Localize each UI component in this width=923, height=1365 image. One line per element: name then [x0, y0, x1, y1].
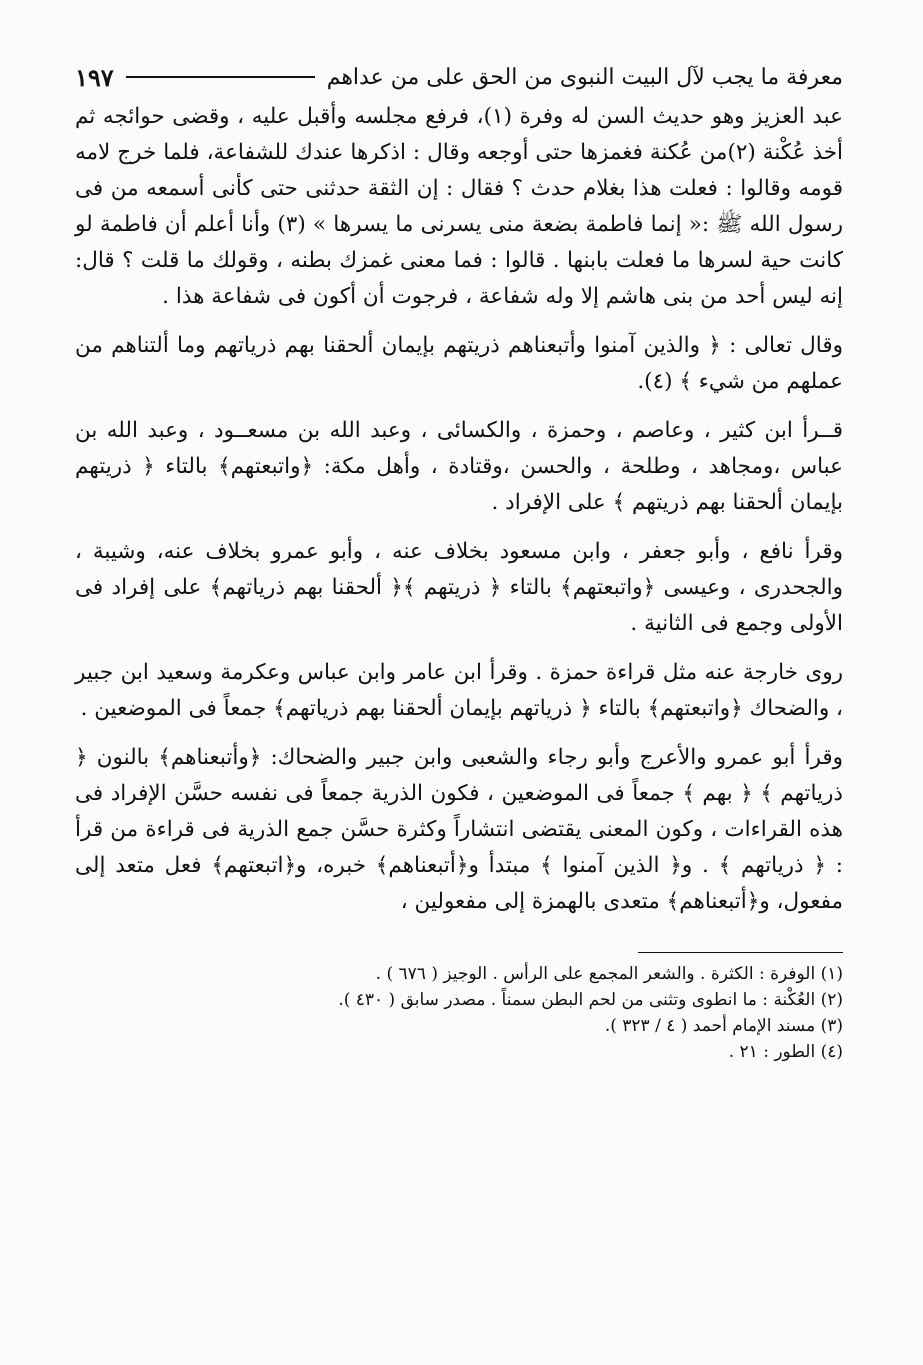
footnote: (٤) الطور : ٢١ . — [728, 1042, 843, 1062]
paragraph: قــرأ ابن كثير ، وعاصم ، وحمزة ، والكسائى ، وعبد الله بن مسعــود ، وعبد الله بن عباس ،ومجاهد ، وطلحة ، والحسن ،وقتادة ، وأهل مكة: ﴿واتبعتهم﴾ بالتاء ﴿ ذريتهم بإيمان ألحقنا بهم ذريتهم ﴾ على الإفراد . — [75, 418, 843, 515]
running-title: معرفة ما يجب لآل البيت النبوى من الحق على من عداهم — [326, 64, 843, 90]
footnote-rule — [638, 952, 843, 953]
footnote: (٢) العُكْنة : ما انطوى وتثنى من لحم البطن سمناً . مصدر سابق ( ٤٣٠ ). — [338, 990, 843, 1010]
paragraph: وقرأ نافع ، وأبو جعفر ، وابن مسعود بخلاف عنه ، وأبو عمرو بخلاف عنه، وشيبة ، والجحدرى ، وعيسى ﴿واتبعتهم﴾ بالتاء ﴿ ذريتهم ﴾﴿ ألحقنا بهم ذرياتهم﴾ على إفراد فى الأولى وجمع فى الثانية . — [75, 539, 843, 636]
body-text — [75, 99, 843, 920]
running-header — [75, 55, 843, 99]
footnote: (٣) مسند الإمام أحمد ( ٤ / ٣٢٣ ). — [604, 1016, 843, 1036]
page-number: ١٩٧ — [75, 62, 114, 92]
book-page — [75, 55, 843, 1065]
paragraph: وقرأ أبو عمرو والأعرج وأبو رجاء والشعبى وابن جبير والضحاك: ﴿وأتبعناهم﴾ بالنون ﴿ ذرياتهم ﴾ ﴿ بهم ﴾ جمعاً فى الموضعين ، فكون الذرية جمعاً فى نفسه حسَّن الإفراد فى هذه القراءات ، وكون المعنى يقتضى انتشاراً وكثرة حسَّن جمع الذرية فى قراءة من قرأ : ﴿ ذرياتهم ﴾ . و﴿ الذين آمنوا ﴾ مبتدأ و﴿أتبعناهم﴾ خبره، و﴿اتبعتهم﴾ فعل متعد إلى مفعول، و﴿أتبعناهم﴾ متعدى بالهمزة إلى مفعولين ، — [75, 745, 843, 914]
header-rule — [126, 76, 315, 78]
paragraph: وقال تعالى : ﴿ والذين آمنوا وأتبعناهم ذريتهم بإيمان ألحقنا بهم ذرياتهم وما ألتناهم من عملهم من شيء ﴾ (٤). — [75, 333, 843, 394]
paragraph: عبد العزيز وهو حديث السن له وفرة (١)، فرفع مجلسه وأقبل عليه ، وقضى حوائجه ثم أخذ عُكْنة (٢)من عُكنة فغمزها حتى أوجعه وقال : اذكرها عندك للشفاعة، فلما خرج لامه قومه وقالوا : فعلت هذا بغلام حدث ؟ فقال : إن الثقة حدثنى حتى كأنى أسمعه من فى رسول الله ﷺ :« إنما فاطمة بضعة منى يسرنى ما يسرها » (٣) وأنا أعلم أن فاطمة لو كانت حية لسرها ما فعلت بابنها . قالوا : فما معنى غمزك بطنه ، وقولك ما قلت ؟ قال: إنه ليس أحد من بنى هاشم إلا وله شفاعة ، فرجوت أن أكون فى شفاعة هذا . — [75, 104, 843, 309]
footnote: (١) الوفرة : الكثرة . والشعر المجمع على الرأس . الوجيز ( ٦٧٦ ) . — [375, 964, 843, 984]
footnotes — [75, 961, 843, 1065]
paragraph: روى خارجة عنه مثل قراءة حمزة . وقرأ ابن عامر وابن عباس وعكرمة وسعيد ابن جبير ، والضحاك ﴿واتبعتهم﴾ بالتاء ﴿ ذرياتهم بإيمان ألحقنا بهم ذرياتهم﴾ جمعاً فى الموضعين . — [75, 660, 843, 721]
